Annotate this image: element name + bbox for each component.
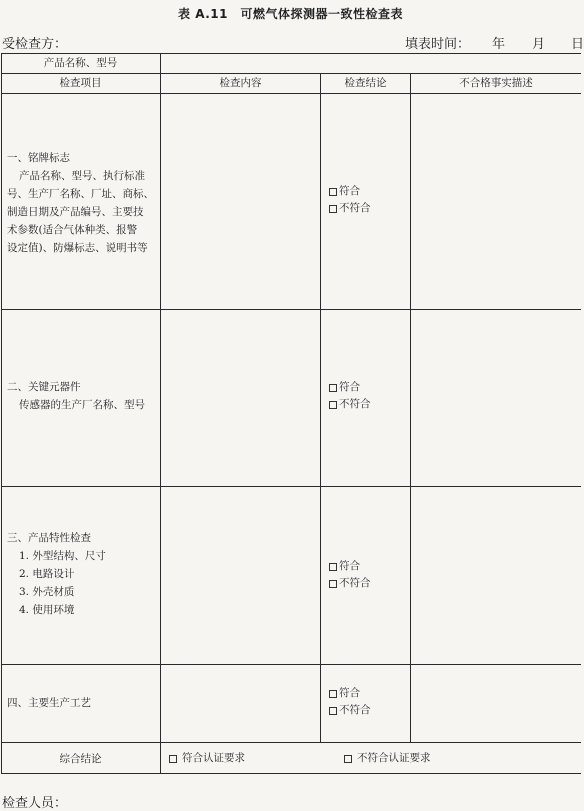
option-nonconform[interactable] (329, 575, 371, 592)
table-rule (1, 93, 581, 94)
row-characteristics-item (7, 529, 106, 619)
summary-label: 综合结论 (59, 753, 102, 765)
option-conform[interactable] (329, 183, 371, 200)
row-heading: 三、产品特性检查 (7, 532, 91, 544)
checkbox-icon[interactable] (329, 580, 337, 588)
option-label: 符合 (339, 687, 360, 699)
summary-pass-option[interactable] (169, 750, 245, 767)
row-nameplate-conclusion (329, 183, 371, 217)
checkbox-icon[interactable] (329, 563, 337, 571)
fill-time-label: 填表时间： (405, 37, 471, 52)
column-header-nonconformity: 不合格事实描述 (459, 77, 533, 89)
table-rule (1, 664, 581, 665)
table-rule (1, 742, 581, 743)
row-nameplate-item (7, 149, 154, 257)
row-detail: 号、生产厂名称、厂址、商标、 (7, 188, 154, 200)
table-rule (320, 73, 321, 742)
option-label: 不符合 (339, 704, 371, 716)
checkbox-icon[interactable] (329, 707, 337, 715)
row-detail: 术参数(适合气体种类、报警 (7, 224, 138, 236)
option-nonconform[interactable] (329, 396, 371, 413)
day-label: 日 (571, 37, 584, 52)
option-label: 不符合 (339, 577, 371, 589)
column-header-conclusion: 检查结论 (344, 77, 387, 89)
row-process-item (7, 694, 91, 712)
row-detail: 1. 外型结构、尺寸 (19, 550, 106, 562)
summary-fail-option[interactable] (344, 750, 431, 767)
row-detail: 设定值)、防爆标志、说明书等 (7, 242, 148, 254)
option-nonconform[interactable] (329, 702, 371, 719)
checkbox-icon[interactable] (329, 690, 337, 698)
checkbox-icon[interactable] (329, 188, 337, 196)
row-heading: 一、铭牌标志 (7, 152, 70, 164)
row-components-conclusion (329, 379, 371, 413)
product-name-label: 产品名称、型号 (43, 57, 118, 69)
row-detail: 3. 外壳材质 (19, 586, 75, 598)
month-label: 月 (532, 37, 546, 52)
option-label: 符合 (339, 560, 360, 572)
table-rule (1, 773, 581, 774)
option-label: 不符合认证要求 (357, 752, 431, 764)
inspection-table (1, 53, 581, 774)
option-label: 不符合 (339, 398, 371, 410)
year-label: 年 (492, 37, 506, 52)
table-rule (1, 53, 2, 774)
option-label: 不符合 (339, 202, 371, 214)
column-header-content: 检查内容 (219, 77, 262, 89)
form-title: 表 A.11 可燃气体探测器一致性检查表 (178, 7, 403, 21)
option-conform[interactable] (329, 379, 371, 396)
row-detail: 4. 使用环境 (19, 604, 75, 616)
row-detail: 2. 电路设计 (19, 568, 75, 580)
inspector-label: 检查人员： (2, 796, 68, 811)
checkbox-icon[interactable] (329, 384, 337, 392)
option-label: 符合 (339, 381, 360, 393)
row-detail: 传感器的生产厂名称、型号 (19, 399, 145, 411)
option-conform[interactable] (329, 685, 371, 702)
product-name-field[interactable] (161, 54, 580, 72)
row-heading: 四、主要生产工艺 (7, 697, 91, 709)
checkbox-icon[interactable] (344, 755, 352, 763)
row-detail: 产品名称、型号、执行标准 (19, 170, 145, 182)
inspected-party-label: 受检查方： (2, 37, 68, 52)
option-conform[interactable] (329, 558, 371, 575)
row-heading: 二、关键元器件 (7, 381, 81, 393)
option-nonconform[interactable] (329, 200, 371, 217)
column-header-item: 检查项目 (59, 77, 102, 89)
row-characteristics-conclusion (329, 558, 371, 592)
option-label: 符合 (339, 185, 360, 197)
table-rule (1, 486, 581, 487)
checkbox-icon[interactable] (329, 401, 337, 409)
option-label: 符合认证要求 (182, 752, 245, 764)
table-rule (1, 309, 581, 310)
row-detail: 制造日期及产品编号、主要技 (7, 206, 144, 218)
table-rule (160, 53, 161, 774)
row-components-item (7, 378, 145, 414)
table-rule (410, 73, 411, 742)
row-process-conclusion (329, 685, 371, 719)
checkbox-icon[interactable] (169, 755, 177, 763)
checkbox-icon[interactable] (329, 205, 337, 213)
